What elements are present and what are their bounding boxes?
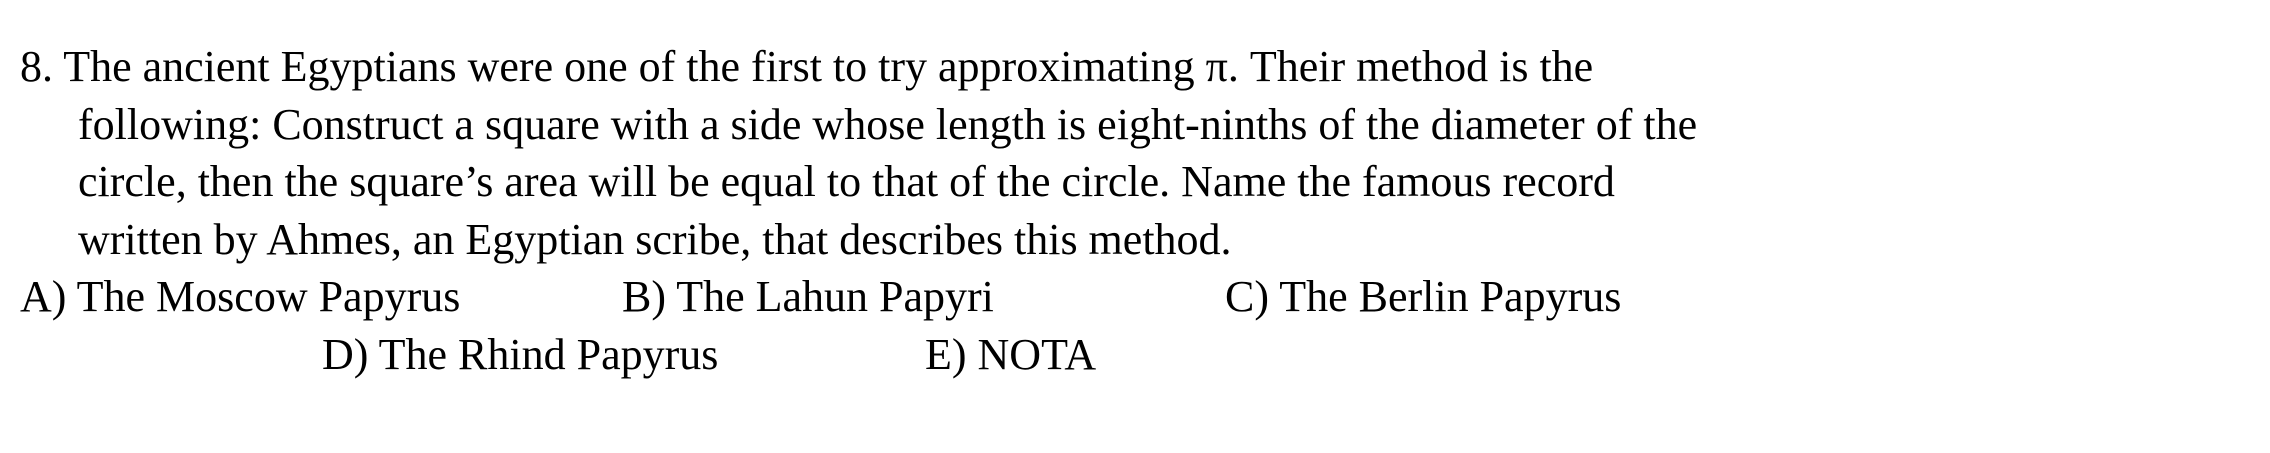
- question-line-3: circle, then the square’s area will be equal to that of the circle. Name the famous record: [78, 157, 1615, 206]
- choice-e: E) NOTA: [925, 330, 1097, 379]
- choice-c: C) The Berlin Papyrus: [1225, 272, 1622, 321]
- question-line-1: 8. The ancient Egyptians were one of the first to try approximating π. Their method is the: [20, 42, 1594, 91]
- choice-a: A) The Moscow Papyrus: [20, 272, 461, 321]
- choice-d: D) The Rhind Papyrus: [322, 330, 719, 379]
- choice-b: B) The Lahun Papyri: [622, 272, 994, 321]
- question-line-4: written by Ahmes, an Egyptian scribe, that describes this method.: [78, 214, 1232, 264]
- question-line-2: following: Construct a square with a side whose length is eight-ninths of the diameter of the: [78, 99, 1698, 149]
